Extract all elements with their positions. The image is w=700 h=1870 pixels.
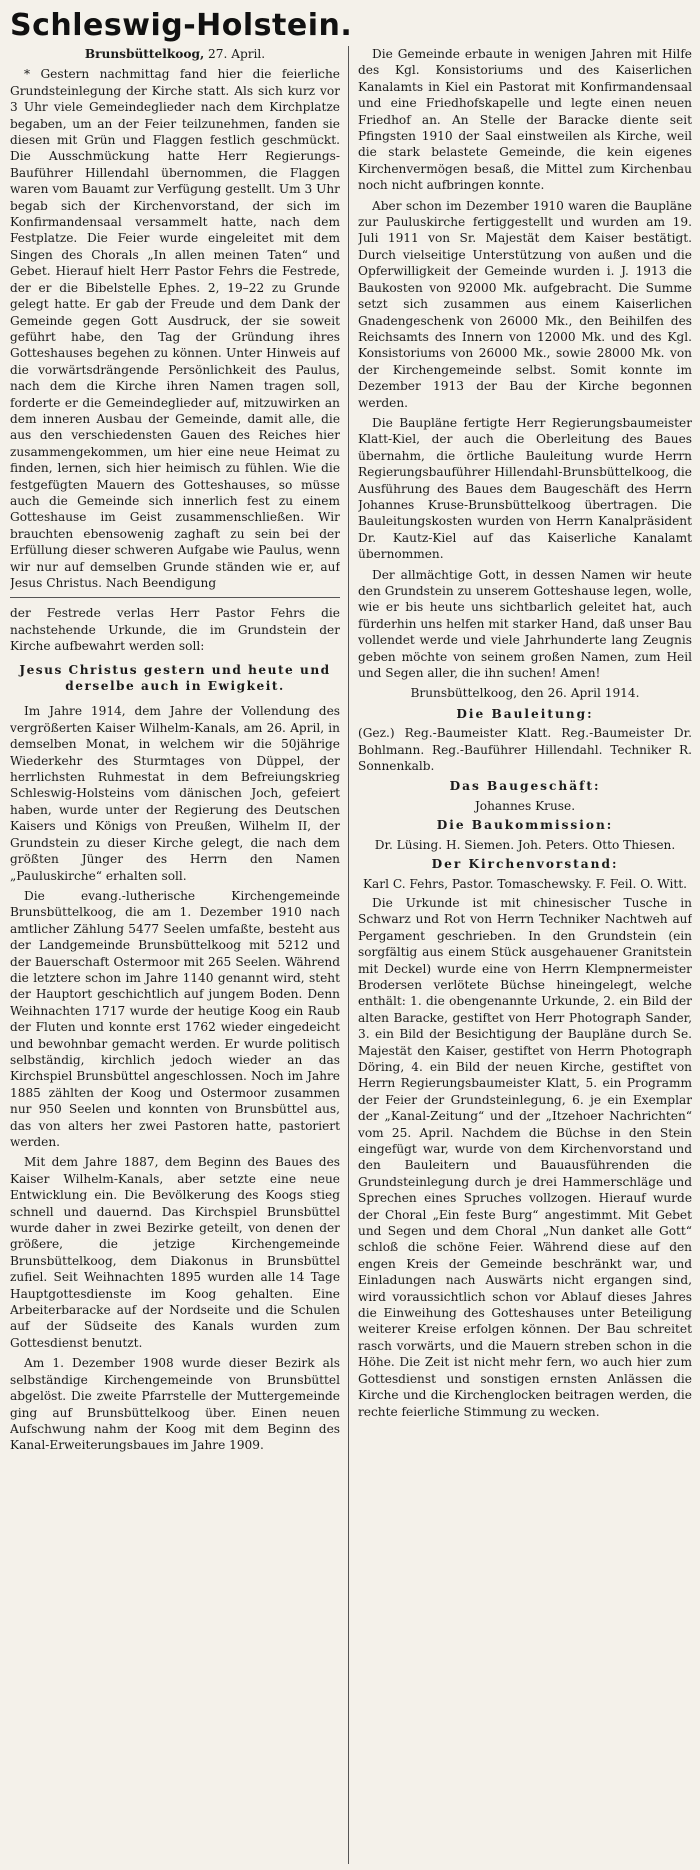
signature-heading-bauleitung: Die Bauleitung: xyxy=(456,706,594,721)
paragraph: * Gestern nachmittag fand hier die feierliche Grundsteinlegung der Kirche statt. Als sich kurz vor 3 Uhr viele Gemeindeglieder nach dem Kirchplatze begaben, um an der Feier teilzunehmen, fanden sie diesen mit Grün und Flaggen festlich geschmückt. Die Ausschmückung hatte Herr Regierungs-Bauführer Hillendahl übernommen, die Flaggen waren vom Bauamt zur Verfügung gestellt. Um 3 Uhr begab sich der Kirchenvorstand, der sich im Konfirmandensaal versammelt hatte, nach dem Festplatze. Die Feier wurde eingeleitet mit dem Singen des Chorals „In allen meinen Taten“ und Gebet. Hierauf hielt Herr Pastor Fehrs die Festrede, der er die Bibelstelle Ephes. 2, 19–22 zu Grunde gelegt hatte. Er gab der Freude und dem Dank der Gemeinde gegen Gott Ausdruck, der sie soweit geführt habe, den Tag der Gründung ihres Gotteshauses begehen zu können. Unter Hinweis auf die vorwärtsdrängende Persönlichkeit des Paulus, nach dem die Kirche ihren Namen tragen soll, forderte er die Gemeindeglieder auf, mitzuwirken an dem inneren Ausbau der Gemeinde, damit alle, die aus den verschiedensten Gauen des Reiches hier zusammengekommen, um hier eine neue Heimat zu finden, lernen, sich hier heimisch zu fühlen. Wie die festgefügten Mauern des Gotteshauses, so müsse auch die Gemeinde sich innerlich fest zu einem Gotteshause im Geist zusammenschließen. Wir brauchten ebensowenig zaghaft zu sein bei der Erfüllung dieser schweren Aufgabe wie Paulus, wenn wir nur auf demselben Grunde ständen wie er, auf Jesus Christus. Nach Beendigung xyxy=(10,67,340,590)
column-rule xyxy=(348,46,349,1864)
signature-heading-kirchenvorstand: Der Kirchenvorstand: xyxy=(431,857,619,872)
dateline-place: Brunsbüttelkoog, xyxy=(84,47,205,61)
signature-heading-baugeschaeft: Das Baugeschäft: xyxy=(449,779,601,794)
paragraph: Aber schon im Dezember 1910 waren die Baupläne zur Pauluskirche fertiggestellt und wurden am 19. Juli 1911 von Sr. Majestät dem Kaiser bestätigt. Durch vielseitige Unterstützung von außen und die Opferwilligkeit der Gemeinde wurden i. J. 1913 die Baukosten von 92000 Mk. aufgebracht. Die Summe setzt sich zusammen aus einem Kaiserlichen Gnadengeschenk von 26000 Mk., den Beihilfen des Reichsamts des Innern von 12000 Mk. und des Kgl. Konsistoriums von 26000 Mk., sowie 28000 Mk. von der Kirchengemeinde selbst. Somit konnte im Dezember 1913 der Bau der Kirche begonnen werden. xyxy=(358,198,692,410)
section-divider xyxy=(10,597,340,598)
masthead xyxy=(10,6,690,46)
signature-names-baukommission: Dr. Lüsing. H. Siemen. Joh. Peters. Otto Thiesen. xyxy=(374,837,676,852)
signature-names-baugeschaeft: Johannes Kruse. xyxy=(474,798,576,813)
signature-names-kirchenvorstand: Karl C. Fehrs, Pastor. Tomaschewsky. F. Feil. O. Witt. xyxy=(362,876,687,891)
document-motto: Jesus Christus gestern und heute und derselbe auch in Ewigkeit. xyxy=(19,662,331,694)
signature-names-bauleitung: (Gez.) Reg.-Baumeister Klatt. Reg.-Baumeister Dr. Bohlmann. Reg.-Bauführer Hillendahl. Techniker R. Sonnenkalb. xyxy=(358,726,692,774)
paragraph: Im Jahre 1914, dem Jahre der Vollendung des vergrößerten Kaiser Wilhelm-Kanals, am 26. April, in demselben Monat, in welchem wir die 50jährige Wiederkehr des Sturmtages von Düppel, der herrlichsten Ruhmestat in dem Befreiungskrieg Schleswig-Holsteins vom dänischen Joch, gefeiert haben, wurde unter der Regierung des Deutschen Kaisers und Königs von Preußen, Wilhelm II, der Grundstein zu dieser Kirche gelegt, die nach dem größten Jünger des Herrn den Namen „Pauluskirche“ erhalten soll. xyxy=(10,704,340,883)
section-title: Schleswig-Holstein. xyxy=(10,8,353,43)
dateline-date: 27. April. xyxy=(208,47,266,61)
signed-date: Brunsbüttelkoog, den 26. April 1914. xyxy=(410,686,640,701)
paragraph: der Festrede verlas Herr Pastor Fehrs die nachstehende Urkunde, die im Grundstein der Kirche aufbewahrt werden soll: xyxy=(10,606,340,654)
left-column xyxy=(10,46,340,1864)
signature-heading-baukommission: Die Baukommission: xyxy=(436,818,614,833)
paragraph: Die Baupläne fertigte Herr Regierungsbaumeister Klatt-Kiel, der auch die Oberleitung des Baues übernahm, die örtliche Bauleitung wurde Herrn Regierungsbauführer Hillendahl-Brunsbüttelkoog, die Ausführung des Baues dem Baugeschäft des Herrn Johannes Kruse-Brunsbüttelkoog übertragen. Die Bauleitungskosten wurden von Herrn Kanalpräsident Dr. Kautz-Kiel auf das Kaiserliche Kanalamt übernommen. xyxy=(358,415,692,562)
paragraph: Der allmächtige Gott, in dessen Namen wir heute den Grundstein zu unserem Gotteshause legen, wolle, wie er bis heute uns sichtbarlich geleitet hat, auch fürderhin uns helfen mit starker Hand, daß unser Bau vollendet werde und viele Jahrhunderte lang Zeugnis geben möchte von seinem großen Namen, zum Heil und Segen aller, die ihn suchen! Amen! xyxy=(358,567,692,681)
right-column xyxy=(358,46,692,1864)
paragraph: Die evang.-lutherische Kirchengemeinde Brunsbüttelkoog, die am 1. Dezember 1910 nach amtlicher Zählung 5477 Seelen umfaßte, besteht aus der Landgemeinde Brunsbüttelkoog mit 5212 und der Bauerschaft Ostermoor mit 265 Seelen. Während die letztere schon im Jahre 1140 genannt wird, steht der Hauptort geschichtlich auf jungem Boden. Denn Weihnachten 1717 wurde der heutige Koog ein Raub der Fluten und konnte erst 1762 wieder eingedeicht und bewohnbar gemacht werden. Er wurde politisch selbständig, kirchlich jedoch wieder an das Kirchspiel Brunsbüttel angeschlossen. Noch im Jahre 1885 zählten der Koog und Ostermoor zusammen nur 950 Seelen und konnten von Brunsbüttel aus, das von alters her zwei Pastoren hatte, pastoriert werden. xyxy=(10,888,340,1149)
paragraph: Am 1. Dezember 1908 wurde dieser Bezirk als selbständige Kirchengemeinde von Brunsbüttel abgelöst. Die zweite Pfarrstelle der Muttergemeinde ging auf Brunsbüttelkoog über. Einen neuen Aufschwung nahm der Koog mit dem Beginn des Kanal-Erweiterungsbaues im Jahre 1909. xyxy=(10,1356,340,1453)
paragraph: Die Urkunde ist mit chinesischer Tusche in Schwarz und Rot von Herrn Techniker Nachtweh auf Pergament geschrieben. In den Grundstein (ein sorgfältig aus einem Stück ausgehauener Granitstein mit Deckel) wurde eine von Herrn Klempnermeister Brodersen verlötete Büchse hineingelegt, welche enthält: 1. die obengenannte Urkunde, 2. ein Bild der alten Baracke, gestiftet von Herr Photograph Sander, 3. ein Bild der Besichtigung der Baupläne durch Se. Majestät den Kaiser, gestiftet von Herrn Photograph Döring, 4. ein Bild der neuen Kirche, gestiftet von Herrn Regierungsbaumeister Klatt, 5. ein Programm der Feier der Grundsteinlegung, 6. je ein Exemplar der „Kanal-Zeitung“ und der „Itzehoer Nachrichten“ vom 25. April. Nachdem die Büchse in den Stein eingefügt war, wurde von dem Kirchenvorstand und den Bauleitern und Bauausführenden die Grundsteinlegung durch je drei Hammerschläge und Sprechen eines Spruches vollzogen. Hierauf wurde der Choral „Ein feste Burg“ angestimmt. Mit Gebet und Segen und dem Choral „Nun danket alle Gott“ schloß die schöne Feier. Während diese auf den engen Kreis der Gemeinde beschränkt war, und Einladungen nach Auswärts nicht ergangen sind, wird voraussichtlich schon vor Ablauf dieses Jahres die Einweihung des Gotteshauses unter Beteiligung weiterer Kreise erfolgen können. Der Bau schreitet rasch vorwärts, und die Mauern streben schon in die Höhe. Die Zeit ist nicht mehr fern, wo auch hier zum Gottesdienst und sonstigen ernsten Anlässen die Kirche und die Kirchenglocken beitragen werden, die rechte feierliche Stimmung zu wecken. xyxy=(358,895,692,1419)
article-body xyxy=(10,46,692,1864)
dateline xyxy=(10,46,340,62)
paragraph: Mit dem Jahre 1887, dem Beginn des Baues des Kaiser Wilhelm-Kanals, aber setzte eine neue Entwicklung ein. Die Bevölkerung des Koogs stieg schnell und dauernd. Das Kirchspiel Brunsbüttel wurde daher in zwei Bezirke geteilt, von denen der größere, die jetzige Kirchengemeinde Brunsbüttelkoog, dem Diakonus in Brunsbüttel zufiel. Seit Weihnachten 1895 wurden alle 14 Tage Hauptgottesdienste im Koog gehalten. Eine Arbeiterbaracke auf der Nordseite und die Schulen auf der Südseite des Kanals wurden zum Gottesdienst benutzt. xyxy=(10,1155,340,1350)
paragraph: Die Gemeinde erbaute in wenigen Jahren mit Hilfe des Kgl. Konsistoriums und des Kaiserlichen Kanalamts in Kiel ein Pastorat mit Konfirmandensaal und eine Friedhofskapelle und legte einen neuen Friedhof an. An Stelle der Baracke diente seit Pfingsten 1910 der Saal einstweilen als Kirche, weil die stark belastete Gemeinde, die kein eigenes Kirchenvermögen besaß, die Mittel zum Kirchenbau noch nicht aufbringen konnte. xyxy=(358,47,692,193)
